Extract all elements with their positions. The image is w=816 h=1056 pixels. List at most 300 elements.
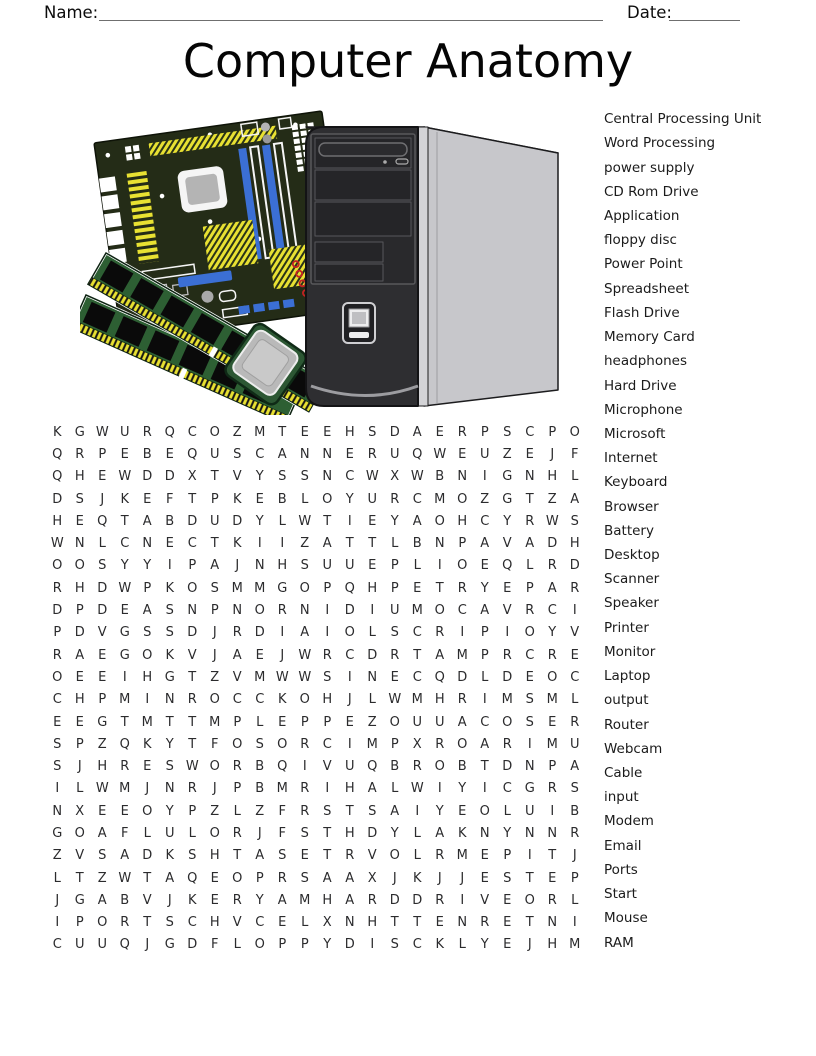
grid-cell: B bbox=[412, 536, 422, 552]
grid-cell: C bbox=[322, 736, 332, 752]
grid-cell: A bbox=[480, 536, 490, 552]
grid-cell: O bbox=[434, 603, 445, 619]
grid-cell: Y bbox=[480, 580, 489, 596]
grid-cell: O bbox=[502, 714, 513, 730]
grid-cell: U bbox=[524, 803, 535, 819]
grid-cell: T bbox=[143, 915, 152, 931]
grid-cell: B bbox=[435, 469, 445, 485]
grid-cell: I bbox=[325, 603, 330, 619]
grid-cell: P bbox=[233, 781, 242, 797]
grid-cell: Z bbox=[97, 870, 107, 886]
grid-cell: O bbox=[457, 491, 468, 507]
grid-cell: A bbox=[210, 558, 220, 574]
word-list-item: Flash Drive bbox=[604, 304, 680, 321]
grid-cell: A bbox=[457, 714, 467, 730]
word-list-item: Microsoft bbox=[604, 425, 666, 442]
grid-cell: C bbox=[232, 692, 242, 708]
grid-cell: Y bbox=[458, 781, 467, 797]
grid-cell: P bbox=[210, 491, 219, 507]
grid-cell: A bbox=[435, 647, 445, 663]
grid-cell: J bbox=[55, 892, 60, 908]
grid-cell: S bbox=[278, 469, 287, 485]
grid-cell: M bbox=[231, 580, 243, 596]
grid-cell: Y bbox=[503, 513, 512, 529]
grid-cell: D bbox=[389, 424, 400, 440]
grid-cell: C bbox=[345, 469, 355, 485]
grid-cell: R bbox=[277, 870, 287, 886]
grid-cell: S bbox=[165, 625, 174, 641]
grid-cell: E bbox=[548, 714, 557, 730]
grid-cell: J bbox=[527, 937, 532, 953]
grid-cell: K bbox=[232, 491, 242, 507]
grid-cell: B bbox=[255, 781, 265, 797]
grid-cell: Y bbox=[390, 513, 399, 529]
grid-cell: G bbox=[164, 937, 175, 953]
grid-cell: N bbox=[434, 536, 445, 552]
grid-cell: O bbox=[142, 803, 153, 819]
grid-cell: A bbox=[120, 848, 130, 864]
grid-cell: L bbox=[301, 491, 309, 507]
word-list-item: Speaker bbox=[604, 595, 659, 612]
grid-cell: S bbox=[503, 424, 512, 440]
grid-cell: A bbox=[300, 625, 310, 641]
grid-cell: Y bbox=[435, 803, 444, 819]
grid-cell: R bbox=[232, 892, 242, 908]
grid-cell: W bbox=[545, 513, 559, 529]
grid-cell: R bbox=[435, 736, 445, 752]
word-list-item: Start bbox=[604, 886, 637, 903]
grid-cell: O bbox=[322, 491, 333, 507]
grid-cell: N bbox=[164, 692, 175, 708]
grid-cell: C bbox=[52, 692, 62, 708]
grid-cell: R bbox=[457, 692, 467, 708]
grid-cell: T bbox=[525, 491, 534, 507]
grid-cell: D bbox=[164, 469, 175, 485]
grid-cell: U bbox=[479, 446, 490, 462]
grid-cell: Q bbox=[52, 446, 63, 462]
grid-cell: Z bbox=[97, 736, 107, 752]
grid-cell: O bbox=[569, 424, 580, 440]
grid-cell: E bbox=[323, 424, 332, 440]
grid-cell: Q bbox=[119, 736, 130, 752]
word-list-item: Spreadsheet bbox=[604, 280, 690, 297]
grid-cell: L bbox=[571, 692, 579, 708]
grid-cell: Q bbox=[412, 446, 423, 462]
grid-cell: I bbox=[437, 558, 442, 574]
grid-cell: S bbox=[368, 424, 377, 440]
grid-cell: L bbox=[233, 937, 241, 953]
grid-cell: G bbox=[164, 669, 175, 685]
grid-cell: R bbox=[435, 848, 445, 864]
grid-cell: Y bbox=[255, 892, 264, 908]
grid-cell: W bbox=[50, 536, 64, 552]
grid-cell: D bbox=[389, 892, 400, 908]
grid-cell: T bbox=[368, 536, 377, 552]
grid-cell: E bbox=[278, 915, 287, 931]
grid-cell: A bbox=[570, 491, 580, 507]
grid-cell: M bbox=[456, 848, 468, 864]
word-list-item: Word Processing bbox=[604, 135, 716, 152]
grid-cell: T bbox=[323, 848, 332, 864]
grid-cell: G bbox=[119, 625, 130, 641]
grid-cell: J bbox=[212, 647, 217, 663]
word-search-grid bbox=[46, 421, 586, 956]
grid-cell: T bbox=[210, 469, 219, 485]
grid-cell: O bbox=[209, 692, 220, 708]
grid-cell: B bbox=[142, 446, 152, 462]
grid-cell: B bbox=[165, 513, 175, 529]
grid-cell: R bbox=[300, 803, 310, 819]
grid-cell: X bbox=[75, 803, 85, 819]
grid-cell: R bbox=[502, 736, 512, 752]
grid-cell: O bbox=[479, 803, 490, 819]
grid-cell: K bbox=[165, 848, 175, 864]
grid-cell: C bbox=[52, 937, 62, 953]
grid-cell: A bbox=[322, 536, 332, 552]
grid-cell: P bbox=[390, 558, 399, 574]
grid-cell: K bbox=[165, 647, 175, 663]
grid-cell: L bbox=[503, 803, 511, 819]
grid-cell: A bbox=[390, 803, 400, 819]
word-list-item: CD Rom Drive bbox=[604, 183, 699, 200]
grid-cell: F bbox=[278, 825, 286, 841]
grid-cell: M bbox=[366, 736, 378, 752]
grid-cell: Y bbox=[255, 513, 264, 529]
grid-cell: R bbox=[187, 692, 197, 708]
grid-cell: K bbox=[165, 580, 175, 596]
grid-cell: H bbox=[547, 937, 558, 953]
grid-cell: S bbox=[98, 848, 107, 864]
grid-cell: P bbox=[98, 692, 107, 708]
grid-cell: T bbox=[323, 513, 332, 529]
grid-cell: I bbox=[55, 781, 60, 797]
grid-cell: O bbox=[524, 892, 535, 908]
grid-cell: E bbox=[368, 558, 377, 574]
grid-cell: O bbox=[524, 625, 535, 641]
grid-cell: E bbox=[570, 647, 579, 663]
word-list-item: Router bbox=[604, 716, 649, 733]
grid-cell: A bbox=[435, 825, 445, 841]
grid-cell: Y bbox=[345, 491, 354, 507]
grid-cell: A bbox=[345, 892, 355, 908]
grid-cell: A bbox=[75, 647, 85, 663]
grid-cell: H bbox=[434, 692, 445, 708]
grid-cell: Y bbox=[390, 825, 399, 841]
grid-cell: E bbox=[480, 870, 489, 886]
grid-cell: H bbox=[209, 915, 220, 931]
grid-cell: Q bbox=[277, 759, 288, 775]
grid-cell: S bbox=[165, 915, 174, 931]
grid-cell: O bbox=[434, 759, 445, 775]
grid-cell: S bbox=[53, 759, 62, 775]
grid-cell: E bbox=[120, 446, 129, 462]
grid-cell: O bbox=[74, 825, 85, 841]
grid-cell: O bbox=[299, 580, 310, 596]
grid-cell: U bbox=[434, 714, 445, 730]
grid-cell: E bbox=[525, 446, 534, 462]
grid-cell: L bbox=[368, 625, 376, 641]
grid-cell: X bbox=[390, 469, 400, 485]
word-list-item: Mouse bbox=[604, 910, 648, 927]
grid-cell: A bbox=[547, 580, 557, 596]
grid-cell: Z bbox=[502, 446, 512, 462]
grid-cell: P bbox=[300, 937, 309, 953]
grid-cell: R bbox=[232, 759, 242, 775]
grid-cell: P bbox=[548, 759, 557, 775]
grid-cell: T bbox=[525, 915, 534, 931]
grid-cell: Z bbox=[547, 491, 557, 507]
grid-cell: E bbox=[210, 892, 219, 908]
grid-cell: O bbox=[187, 580, 198, 596]
grid-cell: O bbox=[52, 558, 63, 574]
grid-cell: K bbox=[457, 825, 467, 841]
grid-cell: X bbox=[412, 736, 422, 752]
grid-cell: O bbox=[52, 669, 63, 685]
grid-cell: I bbox=[482, 469, 487, 485]
grid-cell: D bbox=[187, 625, 198, 641]
grid-cell: E bbox=[143, 759, 152, 775]
grid-cell: I bbox=[550, 803, 555, 819]
grid-cell: S bbox=[75, 491, 84, 507]
grid-cell: R bbox=[570, 825, 580, 841]
grid-cell: G bbox=[74, 892, 85, 908]
grid-cell: V bbox=[322, 759, 332, 775]
grid-cell: R bbox=[345, 848, 355, 864]
grid-cell: R bbox=[435, 625, 445, 641]
grid-cell: A bbox=[165, 870, 175, 886]
grid-cell: C bbox=[412, 625, 422, 641]
grid-cell: J bbox=[212, 781, 217, 797]
grid-cell: A bbox=[367, 781, 377, 797]
grid-cell: C bbox=[547, 603, 557, 619]
word-list-item: headphones bbox=[604, 353, 687, 370]
grid-cell: N bbox=[254, 558, 265, 574]
grid-cell: W bbox=[185, 759, 199, 775]
grid-cell: Y bbox=[480, 937, 489, 953]
grid-cell: C bbox=[187, 424, 197, 440]
grid-cell: E bbox=[210, 870, 219, 886]
grid-cell: I bbox=[257, 536, 262, 552]
grid-cell: I bbox=[527, 736, 532, 752]
grid-cell: E bbox=[548, 870, 557, 886]
grid-cell: F bbox=[211, 736, 219, 752]
grid-cell: P bbox=[188, 558, 197, 574]
grid-cell: I bbox=[415, 803, 420, 819]
grid-cell: O bbox=[457, 558, 468, 574]
grid-cell: E bbox=[503, 937, 512, 953]
grid-cell: A bbox=[277, 446, 287, 462]
grid-cell: L bbox=[391, 536, 399, 552]
grid-cell: G bbox=[119, 647, 130, 663]
grid-cell: E bbox=[503, 915, 512, 931]
grid-cell: L bbox=[413, 848, 421, 864]
grid-cell: T bbox=[480, 759, 489, 775]
grid-cell: C bbox=[255, 446, 265, 462]
grid-cell: U bbox=[367, 491, 377, 507]
grid-cell: E bbox=[75, 714, 84, 730]
grid-cell: O bbox=[74, 558, 85, 574]
computer-parts-illustration bbox=[80, 103, 570, 415]
grid-cell: A bbox=[412, 424, 422, 440]
grid-cell: W bbox=[365, 469, 379, 485]
grid-cell: C bbox=[525, 424, 535, 440]
grid-cell: W bbox=[118, 870, 132, 886]
grid-cell: G bbox=[502, 469, 513, 485]
grid-cell: T bbox=[345, 803, 354, 819]
grid-cell: C bbox=[255, 692, 265, 708]
grid-cell: F bbox=[121, 825, 129, 841]
grid-cell: U bbox=[344, 558, 355, 574]
grid-cell: E bbox=[165, 446, 174, 462]
grid-cell: T bbox=[143, 870, 152, 886]
grid-cell: N bbox=[142, 536, 153, 552]
grid-cell: K bbox=[277, 692, 287, 708]
grid-cell: R bbox=[547, 892, 557, 908]
grid-cell: J bbox=[100, 491, 105, 507]
grid-cell: R bbox=[300, 781, 310, 797]
grid-cell: T bbox=[323, 825, 332, 841]
grid-cell: V bbox=[502, 603, 512, 619]
grid-cell: Y bbox=[120, 558, 129, 574]
grid-cell: S bbox=[53, 736, 62, 752]
word-list-item: Email bbox=[604, 837, 642, 854]
grid-cell: U bbox=[97, 937, 107, 953]
grid-cell: K bbox=[142, 736, 152, 752]
grid-cell: L bbox=[98, 536, 106, 552]
grid-cell: W bbox=[118, 580, 132, 596]
grid-cell: H bbox=[52, 513, 63, 529]
grid-cell: J bbox=[145, 937, 150, 953]
grid-cell: C bbox=[255, 915, 265, 931]
grid-cell: C bbox=[480, 714, 490, 730]
grid-cell: S bbox=[98, 558, 107, 574]
grid-cell: C bbox=[412, 669, 422, 685]
grid-cell: P bbox=[390, 580, 399, 596]
word-list-item: Scanner bbox=[604, 571, 660, 588]
grid-cell: O bbox=[209, 825, 220, 841]
grid-cell: R bbox=[232, 625, 242, 641]
word-list-item: Modem bbox=[604, 813, 654, 830]
grid-cell: E bbox=[345, 446, 354, 462]
grid-cell: E bbox=[480, 558, 489, 574]
grid-cell: S bbox=[278, 848, 287, 864]
grid-cell: S bbox=[300, 825, 309, 841]
grid-cell: E bbox=[480, 848, 489, 864]
grid-cell: O bbox=[389, 848, 400, 864]
grid-cell: B bbox=[277, 491, 287, 507]
grid-cell: T bbox=[413, 647, 422, 663]
grid-cell: P bbox=[98, 446, 107, 462]
grid-cell: T bbox=[188, 714, 197, 730]
grid-cell: C bbox=[412, 491, 422, 507]
grid-cell: A bbox=[412, 513, 422, 529]
grid-cell: U bbox=[209, 446, 220, 462]
word-list-item: Monitor bbox=[604, 643, 656, 660]
grid-cell: D bbox=[502, 759, 513, 775]
grid-cell: P bbox=[143, 580, 152, 596]
grid-cell: I bbox=[370, 937, 375, 953]
grid-cell: J bbox=[77, 759, 82, 775]
grid-cell: P bbox=[480, 625, 489, 641]
grid-cell: P bbox=[255, 870, 264, 886]
grid-cell: L bbox=[278, 513, 286, 529]
grid-cell: V bbox=[232, 469, 242, 485]
grid-cell: M bbox=[141, 714, 153, 730]
grid-cell: I bbox=[325, 625, 330, 641]
grid-cell: J bbox=[257, 825, 262, 841]
grid-cell: R bbox=[480, 915, 490, 931]
grid-cell: Q bbox=[164, 424, 175, 440]
grid-cell: Z bbox=[52, 848, 62, 864]
grid-cell: L bbox=[413, 825, 421, 841]
grid-cell: D bbox=[367, 825, 378, 841]
grid-cell: C bbox=[345, 647, 355, 663]
grid-cell: O bbox=[232, 870, 243, 886]
grid-cell: S bbox=[503, 870, 512, 886]
word-list-item: floppy disc bbox=[604, 232, 677, 249]
word-list-item: Memory Card bbox=[604, 329, 695, 346]
grid-cell: T bbox=[413, 915, 422, 931]
grid-cell: B bbox=[457, 759, 467, 775]
grid-cell: L bbox=[481, 669, 489, 685]
grid-cell: Q bbox=[97, 513, 108, 529]
grid-cell: T bbox=[435, 580, 444, 596]
grid-cell: U bbox=[389, 446, 400, 462]
grid-cell: A bbox=[480, 736, 490, 752]
grid-cell: V bbox=[75, 848, 85, 864]
grid-cell: L bbox=[76, 781, 84, 797]
grid-cell: T bbox=[525, 870, 534, 886]
grid-cell: Y bbox=[323, 937, 332, 953]
grid-cell: V bbox=[97, 625, 107, 641]
grid-cell: E bbox=[435, 424, 444, 440]
grid-cell: H bbox=[547, 469, 558, 485]
grid-cell: M bbox=[299, 892, 311, 908]
grid-cell: I bbox=[572, 915, 577, 931]
grid-cell: D bbox=[547, 536, 558, 552]
grid-cell: T bbox=[75, 870, 84, 886]
grid-cell: A bbox=[255, 848, 265, 864]
grid-cell: W bbox=[95, 424, 109, 440]
grid-cell: X bbox=[367, 870, 377, 886]
grid-cell: M bbox=[569, 937, 581, 953]
grid-cell: W bbox=[388, 692, 402, 708]
grid-cell: M bbox=[254, 580, 266, 596]
word-list-item: Ports bbox=[604, 861, 638, 878]
grid-cell: P bbox=[525, 580, 534, 596]
grid-cell: R bbox=[525, 603, 535, 619]
grid-cell: J bbox=[437, 870, 442, 886]
grid-cell: G bbox=[52, 825, 63, 841]
grid-cell: H bbox=[74, 469, 85, 485]
grid-cell: C bbox=[480, 513, 490, 529]
grid-cell: N bbox=[322, 446, 333, 462]
grid-cell: J bbox=[280, 647, 285, 663]
grid-cell: M bbox=[119, 781, 131, 797]
grid-cell: L bbox=[571, 469, 579, 485]
grid-cell: P bbox=[390, 736, 399, 752]
grid-cell: H bbox=[277, 558, 288, 574]
grid-cell: J bbox=[212, 625, 217, 641]
page-title: Computer Anatomy bbox=[182, 34, 634, 88]
grid-cell: B bbox=[390, 759, 400, 775]
grid-cell: T bbox=[188, 491, 197, 507]
grid-cell: O bbox=[142, 647, 153, 663]
grid-cell: F bbox=[166, 491, 174, 507]
grid-cell: E bbox=[368, 513, 377, 529]
grid-cell: M bbox=[546, 692, 558, 708]
grid-cell: P bbox=[480, 647, 489, 663]
